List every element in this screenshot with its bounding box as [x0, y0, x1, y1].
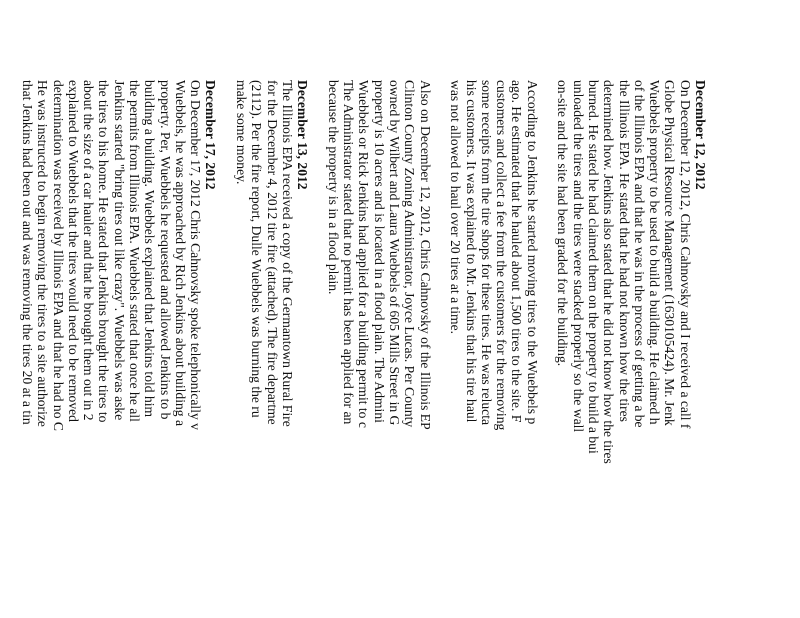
- text-line: the permits from Illinois EPA. Wuebbels stated that once he all: [127, 80, 143, 422]
- text-line: property is 10 acres and is located in a flood plain. The Admini: [371, 80, 387, 423]
- section: [555, 80, 708, 618]
- text-line: (2112). Per the fire report, Dulle Wuebbels was burning the ru: [249, 80, 265, 418]
- text-line: Clinton County Zoning Administrator, Joyce Lucas. Per County: [402, 80, 418, 428]
- text-line: The Illinois EPA received a copy of the Germantown Rural Fire: [279, 80, 295, 427]
- section: [234, 80, 310, 618]
- text-line: because the property is in a flood plain.: [325, 80, 341, 295]
- text-line: Wuebbels or Rick Jenkins had applied for a building permit to c: [356, 80, 372, 428]
- paragraph-gap: [219, 80, 234, 618]
- text-line: determination was received by Illinois EPA and that he had no C: [50, 80, 66, 431]
- text-line: about the size of a car hauler and that he brought them out in 2: [81, 80, 97, 421]
- text-line: was not allowed to haul over 20 tires at a time.: [448, 80, 464, 335]
- text-line: Also on December 12, 2012, Chris Cahnovsky of the Illinois EP: [417, 80, 433, 430]
- text-line: his customers. It was explained to Mr. Jenkins that his tire haul: [463, 80, 479, 423]
- section-heading: December 12, 2012: [693, 80, 708, 190]
- text-line: explained to Wuebbels that the tires would need to be removed: [65, 80, 81, 422]
- text-line: Globe Physical Resource Management (1630105424). Mr. Jenk: [662, 80, 678, 426]
- text-line: ago. He estimated that he hauled about 1,500 tires to the site. F: [509, 80, 525, 423]
- text-line: burned. He stated he had claimed them on the property to build a bui: [585, 80, 601, 454]
- section: [448, 80, 540, 618]
- text-line: of the Illinois EPA and that he was in the process of getting a be: [631, 80, 647, 428]
- text-line: customers and collect a fee from the customers for the removing: [494, 80, 510, 431]
- text-line: some receipts from the tire shops for these tires. He was relucta: [478, 80, 494, 426]
- section: [20, 80, 219, 618]
- rotated-text-block: [19, 80, 708, 618]
- section-heading: December 13, 2012: [295, 80, 311, 190]
- section-heading: December 17, 2012: [203, 80, 219, 190]
- text-line: According to Jenkins he started moving tires to the Wuebbels p: [524, 80, 540, 425]
- text-line: that Jenkins had been out and was removing the tires 20 at a tin: [19, 80, 35, 425]
- paragraph-gap: [433, 80, 448, 618]
- section: [326, 80, 433, 618]
- text-line: Jenkins started "bring tires out like crazy". Wuebbels was aske: [111, 80, 127, 421]
- paragraph-gap: [540, 80, 555, 618]
- text-line: the tires to his home. He stated that Jenkins brought the tires to: [96, 80, 112, 423]
- text-line: on-site and the site had been graded for the building.: [555, 80, 571, 367]
- text-line: On December 17, 2012 Chris Cahnovsky spoke telephonically v: [188, 80, 204, 430]
- text-line: On December 12, 2012, Chris Cahnovsky and I received a call f: [677, 80, 693, 429]
- text-line: Wuebbels, he was approached by Rich Jenkins about building a: [172, 80, 188, 427]
- text-line: owned by Wilbert and Laura Wuebbels of 605 Mills Street in G: [387, 80, 403, 426]
- text-line: for the December 4, 2012 tire fire (attached). The fire departme: [264, 80, 280, 425]
- text-line: determined how. Jenkins also stated that he did not know how the tires: [601, 80, 617, 464]
- text-line: The Administrator stated that no permit has been applied for an: [341, 80, 357, 425]
- text-line: the Illinois EPA. He stated that he had not known how the tires: [616, 80, 632, 422]
- text-line: Wuebbels property to be used to build a building. He claimed h: [647, 80, 663, 425]
- text-line: building a building. Wuebbels explained that Jenkins told him: [142, 80, 158, 418]
- text-line: He was instructed to begin removing the tires to a site authorize: [35, 80, 51, 427]
- paragraph-gap: [310, 80, 325, 618]
- text-line: property. Per, Wuebbels he requested and allowed Jenkins to b: [157, 80, 173, 420]
- text-line: make some money.: [234, 80, 250, 185]
- text-line: unloaded the tires and the tires were stacked properly so the wall: [570, 80, 586, 433]
